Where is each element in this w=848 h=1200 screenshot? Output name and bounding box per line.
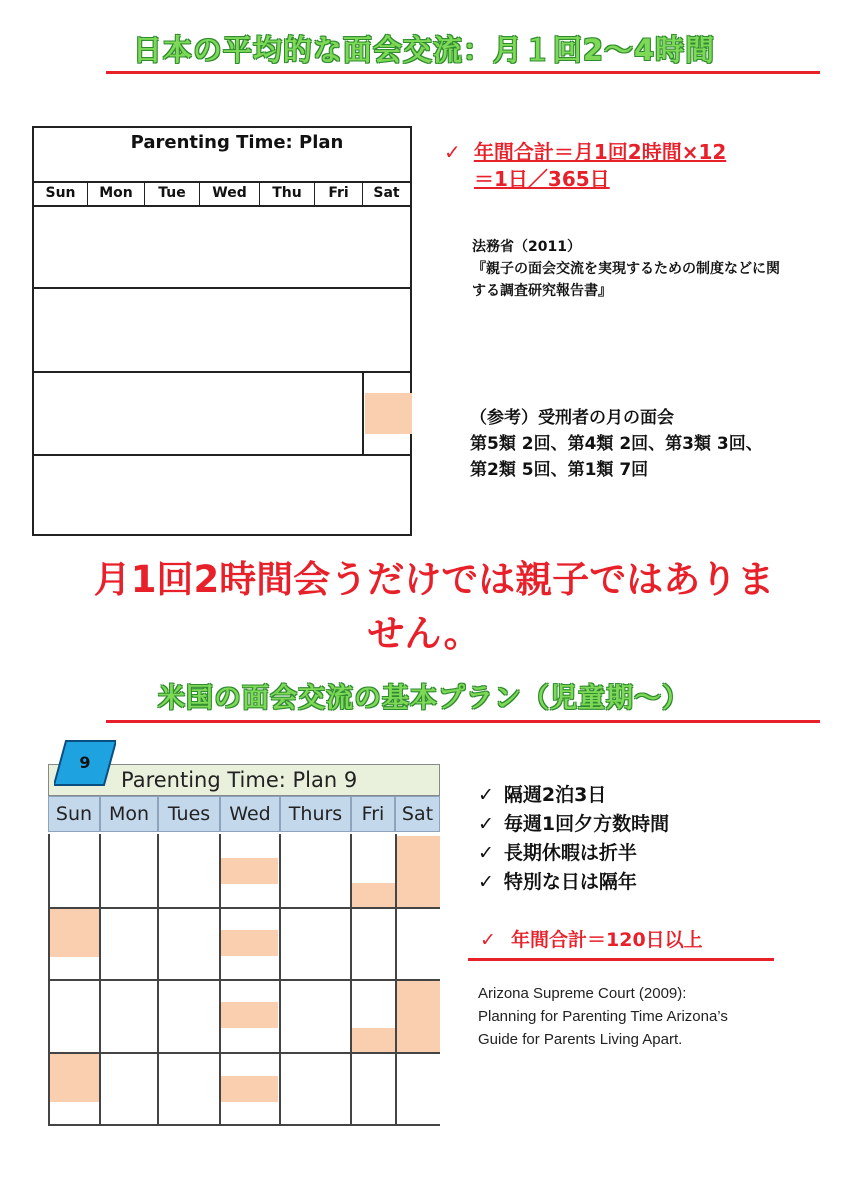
visit-shade xyxy=(352,883,396,907)
day-sat: Sat xyxy=(395,796,440,832)
visit-shade xyxy=(48,909,100,957)
badge-number: 9 xyxy=(79,753,91,772)
day-thu: Thu xyxy=(260,183,315,205)
visit-shade xyxy=(220,930,278,956)
source-arizona xyxy=(478,982,838,1051)
check-icon: ✓ xyxy=(480,929,496,951)
grid-line xyxy=(48,979,440,981)
citation-line: Arizona Supreme Court (2009): xyxy=(478,985,687,1002)
week-row xyxy=(34,289,410,373)
main-message-line2: せん。 xyxy=(367,612,481,655)
day-fri: Fri xyxy=(315,183,363,205)
checklist-item xyxy=(478,868,808,897)
day-wed: Wed xyxy=(220,796,280,832)
visit-shade xyxy=(396,981,440,1052)
main-message-line1: 月1回2時間会うだけでは親子ではありま xyxy=(93,558,775,601)
source-line: 法務省（2011） xyxy=(472,239,581,255)
plan-badge xyxy=(54,740,116,786)
visit-shade xyxy=(220,1002,278,1028)
checklist-text: 長期休暇は折半 xyxy=(503,842,637,864)
reference-line: （参考）受刑者の月の面会 xyxy=(470,408,674,428)
check-icon: ✓ xyxy=(478,871,494,893)
annual-total-japan xyxy=(444,136,834,193)
day-sat: Sat xyxy=(373,185,400,201)
grid-line xyxy=(48,907,440,909)
week-row xyxy=(34,204,410,289)
section1-rule xyxy=(106,71,820,74)
calendar2-title: Parenting Time: Plan 9 xyxy=(48,764,440,796)
day-thurs: Thurs xyxy=(280,796,351,832)
checklist-text: 特別な日は隔年 xyxy=(503,871,637,893)
reference-prison-visits xyxy=(470,405,840,483)
citation-line: Planning for Parenting Time Arizona’s xyxy=(478,1008,728,1025)
day-wed: Wed xyxy=(200,183,260,205)
citation-line: Guide for Parents Living Apart. xyxy=(478,1031,683,1048)
day-tue: Tue xyxy=(145,183,200,205)
visit-shade xyxy=(352,1028,396,1052)
source-line: する調査研究報告書』 xyxy=(472,283,612,299)
calendar2-grid xyxy=(48,834,440,1126)
check-icon: ✓ xyxy=(444,140,461,164)
annual-total-line2: ＝1日／365日 xyxy=(474,167,610,191)
visit-shade xyxy=(48,1054,100,1102)
section2-title: 米国の面会交流の基本プラン（児童期〜） xyxy=(158,683,690,714)
check-icon: ✓ xyxy=(478,813,494,835)
day-mon: Mon xyxy=(100,796,158,832)
visit-shade xyxy=(396,836,440,907)
day-sun: Sun xyxy=(48,796,100,832)
annual-total-line1: 年間合計＝月1回2時間×12 xyxy=(473,140,727,164)
reference-line: 第5類 2回、第4類 2回、第3類 3回、 xyxy=(470,434,763,454)
source-moj xyxy=(472,236,832,302)
visit-shade xyxy=(220,858,278,884)
check-icon: ✓ xyxy=(478,842,494,864)
section2-rule xyxy=(106,720,820,723)
calendar-title: Parenting Time: Plan xyxy=(130,132,344,153)
checklist-text: 毎週1回夕方数時間 xyxy=(503,813,670,835)
week-row xyxy=(34,373,410,456)
section1-title: 日本の平均的な面会交流：月１回2〜4時間 xyxy=(132,33,716,67)
checklist-item xyxy=(478,810,808,839)
day-fri: Fri xyxy=(351,796,395,832)
checklist-item xyxy=(478,839,808,868)
us-plan-checklist xyxy=(478,781,808,897)
day-tues: Tues xyxy=(158,796,220,832)
annual-total-us xyxy=(480,925,780,952)
day-sun: Sun xyxy=(34,183,88,205)
visit-shade xyxy=(220,1076,278,1102)
annual-total-text: 年間合計＝120日以上 xyxy=(511,929,703,951)
sat-divider xyxy=(362,373,364,454)
check-icon: ✓ xyxy=(478,784,494,806)
day-mon: Mon xyxy=(88,183,145,205)
reference-line: 第2類 5回、第1類 7回 xyxy=(470,460,649,480)
week-row xyxy=(34,456,410,534)
calendar2-day-header xyxy=(48,796,440,832)
source-line: 『親子の面会交流を実現するための制度などに関 xyxy=(472,261,780,277)
calendar-plan-basic xyxy=(32,126,412,536)
grid-line xyxy=(48,1124,440,1126)
us-total-rule xyxy=(468,958,774,961)
visit-shade xyxy=(365,393,412,434)
checklist-item xyxy=(478,781,808,810)
checklist-text: 隔週2泊3日 xyxy=(503,784,607,806)
grid-line xyxy=(48,1052,440,1054)
